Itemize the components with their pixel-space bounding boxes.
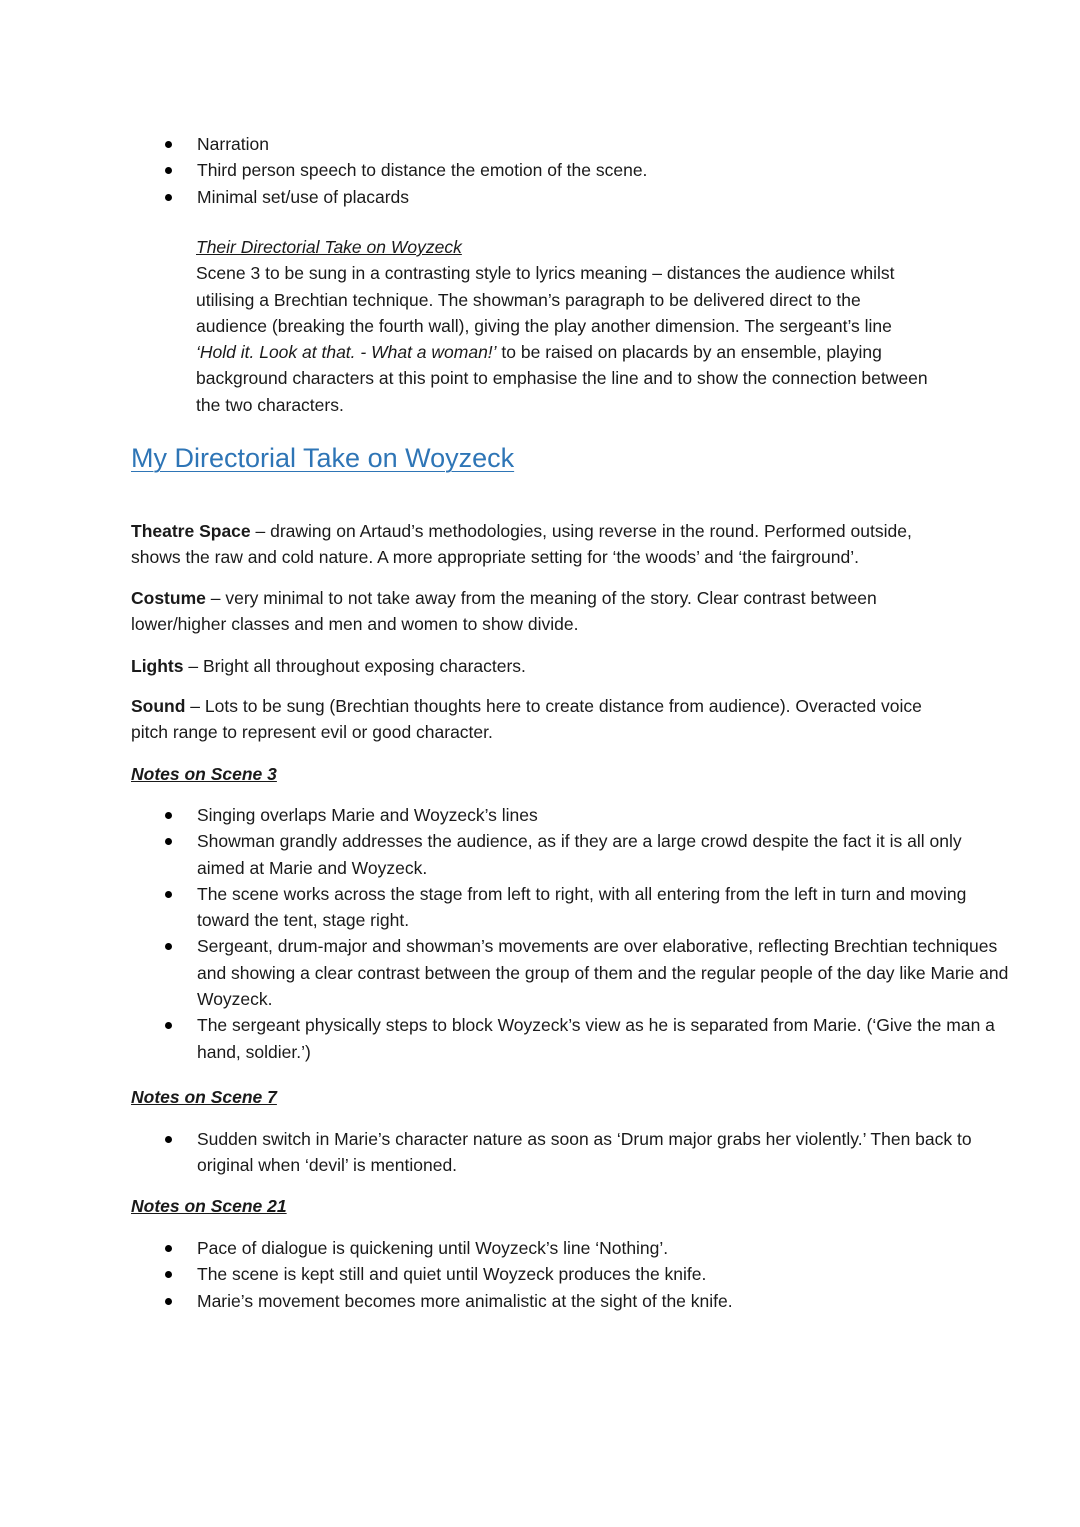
notes-scene-3-list bbox=[131, 802, 1011, 1065]
list-item: The scene is kept still and quiet until Woyzeck produces the knife. bbox=[131, 1261, 1011, 1287]
notes-scene-21-heading: Notes on Scene 21 bbox=[131, 1196, 287, 1216]
bullet-icon bbox=[165, 1136, 172, 1143]
list-item: Marie’s movement becomes more animalistic at the sight of the knife. bbox=[131, 1288, 1011, 1314]
list-item: Pace of dialogue is quickening until Woyzeck’s line ‘Nothing’. bbox=[131, 1235, 1011, 1261]
list-item: Minimal set/use of placards bbox=[131, 184, 961, 210]
notes-scene-3-heading: Notes on Scene 3 bbox=[131, 764, 277, 784]
bullet-icon bbox=[165, 1298, 172, 1305]
notes-scene-21-list bbox=[131, 1235, 1011, 1314]
list-item: Sudden switch in Marie’s character nature as soon as ‘Drum major grabs her violently.’ Then back to original when ‘devil’ is mentioned. bbox=[131, 1126, 1011, 1179]
section-heading: My Directorial Take on Woyzeck bbox=[131, 443, 515, 473]
notes-scene-7-list bbox=[131, 1126, 1011, 1179]
top-bullet-list bbox=[131, 131, 961, 210]
bullet-icon bbox=[165, 1245, 172, 1252]
list-item: The sergeant physically steps to block Woyzeck’s view as he is separated from Marie. (‘Give the man a hand, soldier.’) bbox=[131, 1012, 1011, 1065]
bullet-icon bbox=[165, 167, 172, 174]
list-item: Showman grandly addresses the audience, as if they are a large crowd despite the fact it is all only aimed at Marie and Woyzeck. bbox=[131, 828, 1011, 881]
list-item: Sergeant, drum-major and showman’s movements are over elaborative, reflecting Brechtian techniques and showing a clear contrast between the group of them and the regular people of the day like Marie and Woyzeck. bbox=[131, 933, 1011, 1012]
bullet-icon bbox=[165, 1271, 172, 1278]
their-take-section bbox=[196, 234, 936, 418]
their-take-heading: Their Directorial Take on Woyzeck bbox=[196, 237, 462, 257]
sergeant-quote: ‘Hold it. Look at that. - What a woman!’ bbox=[196, 342, 497, 363]
list-item: Third person speech to distance the emotion of the scene. bbox=[131, 157, 961, 183]
their-take-paragraph: Scene 3 to be sung in a contrasting style to lyrics meaning – distances the audience whilst utilising a Brechtian technique. The showman’s paragraph to be delivered direct to the audience (breaking the fourth wall), giving the play another dimension. The sergeant’s line ‘Hold it. Look at that. - What a woman!’ to be raised on placards by an ensemble, playing background characters at this point to emphasise the line and to show the connection between the two characters. bbox=[196, 263, 928, 415]
bullet-icon bbox=[165, 891, 172, 898]
costume-paragraph: Costume – very minimal to not take away from the meaning of the story. Clear contrast between lower/higher classes and men and women to show divide. bbox=[131, 588, 877, 635]
list-item: The scene works across the stage from left to right, with all entering from the left in turn and moving toward the tent, stage right. bbox=[131, 881, 1011, 934]
bullet-icon bbox=[165, 838, 172, 845]
bullet-icon bbox=[165, 943, 172, 950]
list-item: Narration bbox=[131, 131, 961, 157]
list-item: Singing overlaps Marie and Woyzeck’s lines bbox=[131, 802, 1011, 828]
sound-paragraph: Sound – Lots to be sung (Brechtian thoughts here to create distance from audience). Overacted voice pitch range to represent evil or good character. bbox=[131, 696, 922, 743]
bullet-icon bbox=[165, 812, 172, 819]
bullet-icon bbox=[165, 194, 172, 201]
theatre-space-paragraph: Theatre Space – drawing on Artaud’s methodologies, using reverse in the round. Performed outside, shows the raw and cold nature. A more appropriate setting for ‘the woods’ and ‘the fairground’. bbox=[131, 521, 912, 568]
bullet-icon bbox=[165, 1022, 172, 1029]
bullet-icon bbox=[165, 141, 172, 148]
notes-scene-7-heading: Notes on Scene 7 bbox=[131, 1087, 277, 1107]
lights-paragraph: Lights – Bright all throughout exposing characters. bbox=[131, 656, 526, 676]
